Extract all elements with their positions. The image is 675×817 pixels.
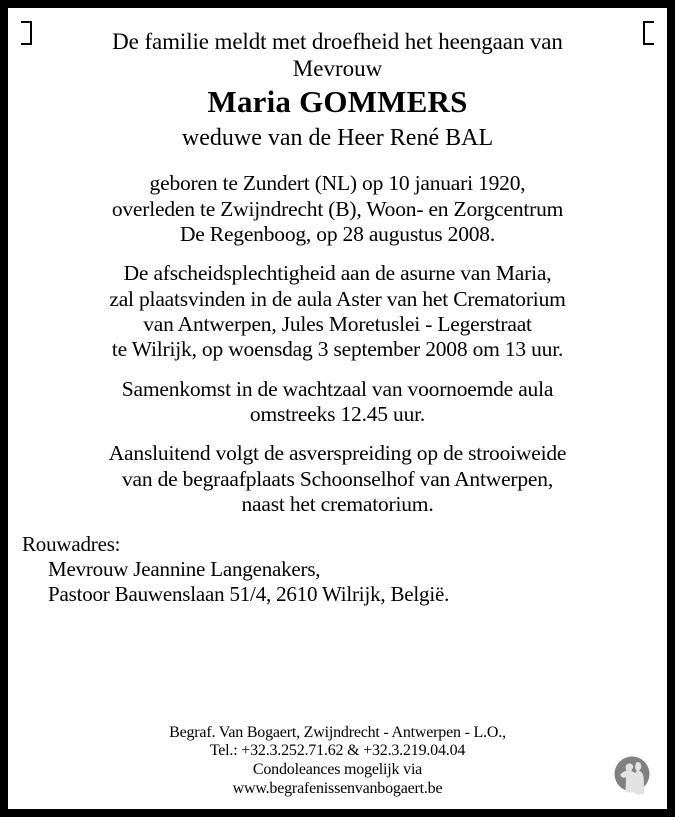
birth-line: geboren te Zundert (NL) op 10 januari 1920, <box>149 171 526 196</box>
scattering-block <box>22 441 653 517</box>
gathering-line-2: omstreeks 12.45 uur. <box>249 402 426 427</box>
scattering-line-2: van de begraafplaats Schoonselhof van Antwerpen, <box>121 466 553 491</box>
intro-line: De familie meldt met droefheid het heengaan van <box>112 29 563 54</box>
footer-website-line[interactable]: www.begrafenissenvanbogaert.be <box>232 780 443 798</box>
embracing-figures-logo-icon <box>609 751 655 797</box>
ceremony-line-3: van Antwerpen, Jules Moretuslei - Legerstraat <box>143 311 532 336</box>
scattering-line-3: naast het crematorium. <box>241 492 434 517</box>
scattering-line-1: Aansluitend volgt de asverspreiding op de strooiweide <box>108 441 567 466</box>
ceremony-line-1: De afscheidsplechtigheid aan de asurne van Maria, <box>123 261 552 286</box>
deceased-name: Maria GOMMERS <box>207 84 468 120</box>
gathering-line-1: Samenkomst in de wachtzaal van voornoemde aula <box>121 376 554 401</box>
ceremony-line-4: te Wilrijk, op woensdag 3 september 2008 om 13 uur. <box>111 337 564 362</box>
funeral-home-footer <box>22 724 653 800</box>
footer-condolences-line: Condoleances mogelijk via <box>252 761 423 779</box>
announcement-header <box>22 28 653 152</box>
death-line-1: overleden te Zwijndrecht (B), Woon- en Zorgcentrum <box>111 196 564 221</box>
mourning-address-block <box>22 532 653 606</box>
life-dates-block <box>22 171 653 247</box>
notice-inner-frame <box>8 8 667 809</box>
ceremony-line-2: zal plaatsvinden in de aula Aster van het Crematorium <box>109 286 566 311</box>
address-label: Rouwadres: <box>22 532 121 557</box>
footer-phone-line: Tel.: +32.3.252.71.62 & +32.3.219.04.04 <box>209 742 466 760</box>
ceremony-block <box>22 261 653 362</box>
salutation-line: Mevrouw <box>292 56 383 82</box>
address-line-2: Pastoor Bauwenslaan 51/4, 2610 Wilrijk, België. <box>48 581 450 606</box>
footer-company-line: Begraf. Van Bogaert, Zwijndrecht - Antwerpen - L.O., <box>169 723 506 741</box>
death-line-2: De Regenboog, op 28 augustus 2008. <box>179 221 496 246</box>
gathering-block <box>22 377 653 428</box>
spouse-line: weduwe van de Heer René BAL <box>181 124 494 151</box>
address-line-1: Mevrouw Jeannine Langenakers, <box>48 557 321 582</box>
